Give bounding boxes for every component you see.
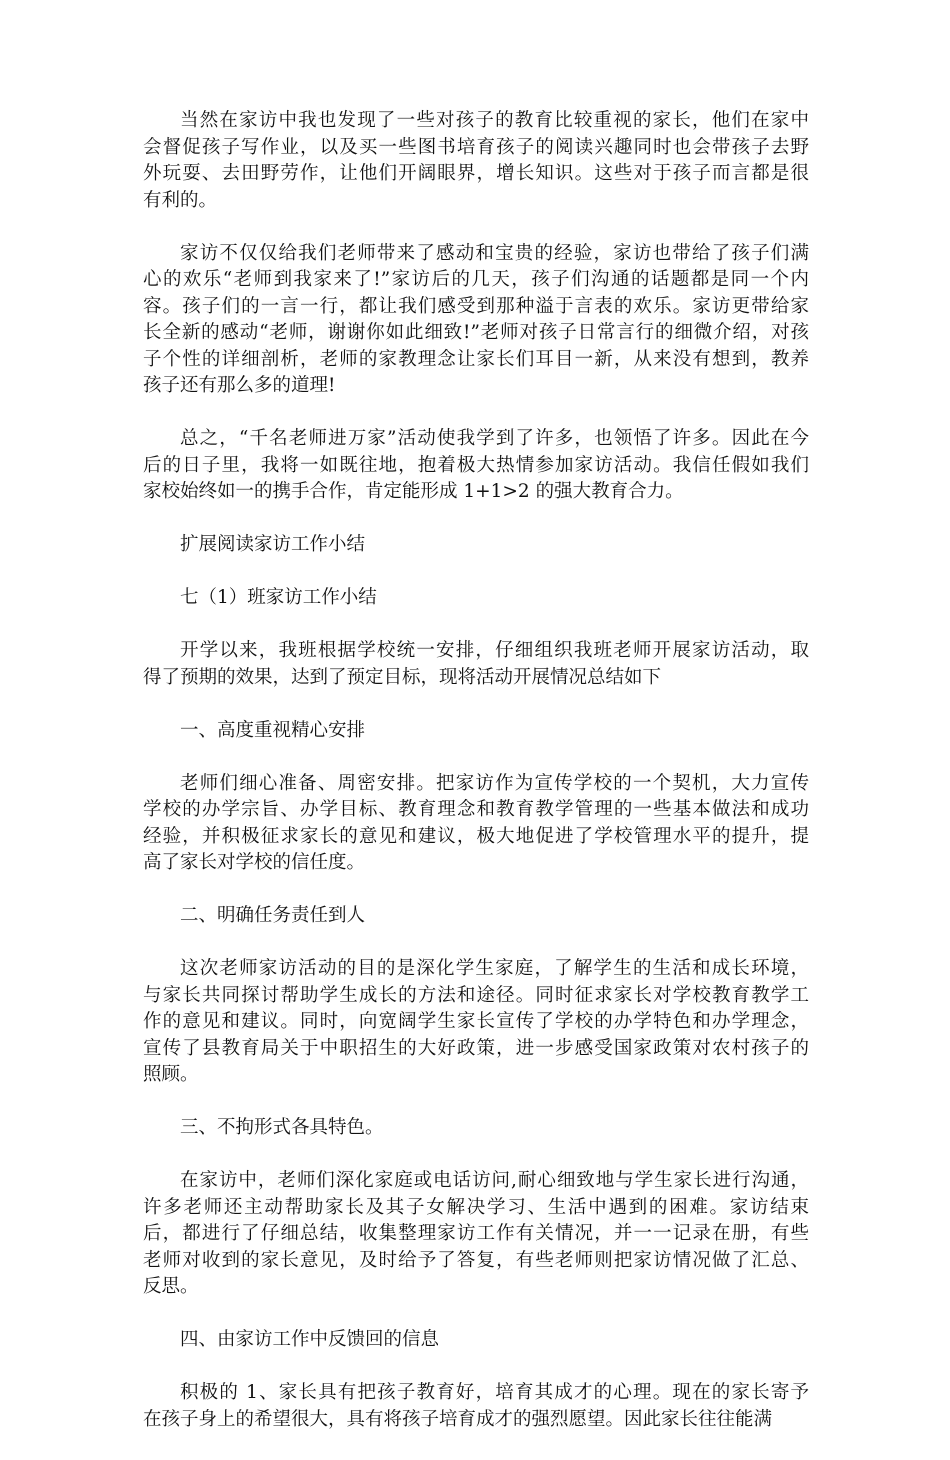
- text-line: 在孩子身上的希望很大，具有将孩子培育成才的强烈愿望。因此家长往往能满: [143, 1408, 773, 1430]
- text-line: 老师对收到的家长意见，及时给予了答复，有些老师则把家访情况做了汇总、: [143, 1249, 809, 1271]
- text-line: 经验，并积极征求家长的意见和建议，极大地促进了学校管理水平的提升，提: [143, 825, 809, 847]
- text-line: 会督促孩子写作业，以及买一些图书培育孩子的阅读兴趣同时也会带孩子去野: [143, 136, 809, 158]
- paragraph: [143, 638, 809, 691]
- text-line: 这次老师家访活动的目的是深化学生家庭，了解学生的生活和成长环境，: [180, 958, 809, 979]
- text-line: 容。孩子们的一言一行，都让我们感受到那种溢于言表的欢乐。家访更带给家: [143, 295, 809, 317]
- text-line: 七（1）班家访工作小结: [180, 587, 377, 608]
- text-line: 二、明确任务责任到人: [180, 905, 366, 926]
- text-line: 孩子还有那么多的道理!: [143, 375, 336, 396]
- text-line: 总之，“千名老师进万家”活动使我学到了许多，也领悟了许多。因此在今: [180, 428, 809, 449]
- text-line: 在家访中，老师们深化家庭或电话访问,耐心细致地与学生家长进行沟通，: [180, 1170, 809, 1191]
- paragraph: [143, 903, 809, 930]
- paragraph: [143, 956, 809, 1089]
- text-line: 家校始终如一的携手合作，肯定能形成 1+1>2 的强大教育合力。: [143, 481, 684, 502]
- paragraph: [143, 108, 809, 214]
- text-line: 学校的办学宗旨、办学目标、教育理念和教育教学管理的一些基本做法和成功: [143, 799, 809, 820]
- text-line: 一、高度重视精心安排: [180, 719, 366, 741]
- text-line: 老师们细心准备、周密安排。把家访作为宣传学校的一个契机，大力宣传: [180, 772, 809, 794]
- paragraph: [143, 1115, 809, 1142]
- text-line: 三、不拘形式各具特色。: [180, 1117, 384, 1138]
- text-line: 作的意见和建议。同时，向宽阔学生家长宣传了学校的办学特色和办学理念，: [143, 1011, 809, 1032]
- text-line: 开学以来，我班根据学校统一安排，仔细组织我班老师开展家访活动，取: [180, 640, 809, 661]
- paragraph: [143, 718, 809, 745]
- text-line: 高了家长对学校的信任度。: [143, 852, 366, 873]
- text-line: 后的日子里，我将一如既往地，抱着极大热情参加家访活动。我信任假如我们: [143, 454, 809, 476]
- text-line: 积极的 1、家长具有把孩子教育好，培育其成才的心理。现在的家长寄予: [180, 1382, 809, 1403]
- text-line: 与家长共同探讨帮助学生成长的方法和途径。同时征求家长对学校教育教学工: [143, 984, 809, 1006]
- paragraph: [143, 1327, 809, 1354]
- text-line: 反思。: [143, 1276, 199, 1297]
- text-line: 长全新的感动“老师，谢谢你如此细致!”老师对孩子日常言行的细微介绍，对孩: [143, 322, 809, 343]
- paragraph: [143, 241, 809, 400]
- text-line: 有利的。: [143, 189, 218, 211]
- paragraph: [143, 771, 809, 877]
- document-page: [143, 108, 809, 1460]
- text-line: 后，都进行了仔细总结，收集整理家访工作有关情况，并一一记录在册，有些: [143, 1223, 809, 1244]
- text-line: 心的欢乐“老师到我家来了!”家访后的几天，孩子们沟通的话题都是同一个内: [143, 269, 809, 290]
- text-line: 宣传了县教育局关于中职招生的大好政策，进一步感受国家政策对农村孩子的: [143, 1037, 809, 1059]
- text-line: 子个性的详细剖析，老师的家教理念让家长们耳目一新，从来没有想到，教养: [143, 348, 809, 370]
- text-line: 当然在家访中我也发现了一些对孩子的教育比较重视的家长，他们在家中: [180, 110, 809, 131]
- text-line: 外玩耍、去田野劳作，让他们开阔眼界，增长知识。这些对于孩子而言都是很: [143, 163, 809, 184]
- text-line: 四、由家访工作中反馈回的信息: [180, 1329, 440, 1350]
- text-line: 照顾。: [143, 1064, 199, 1085]
- paragraph: [143, 532, 809, 559]
- text-line: 扩展阅读家访工作小结: [180, 534, 366, 555]
- paragraph: [143, 1380, 809, 1433]
- text-line: 得了预期的效果，达到了预定目标，现将活动开展情况总结如下: [143, 666, 662, 688]
- paragraph: [143, 426, 809, 506]
- text-line: 许多老师还主动帮助家长及其子女解决学习、生活中遇到的困难。家访结束: [143, 1196, 809, 1218]
- paragraph: [143, 1168, 809, 1301]
- text-line: 家访不仅仅给我们老师带来了感动和宝贵的经验，家访也带给了孩子们满: [180, 242, 809, 264]
- paragraph: [143, 585, 809, 612]
